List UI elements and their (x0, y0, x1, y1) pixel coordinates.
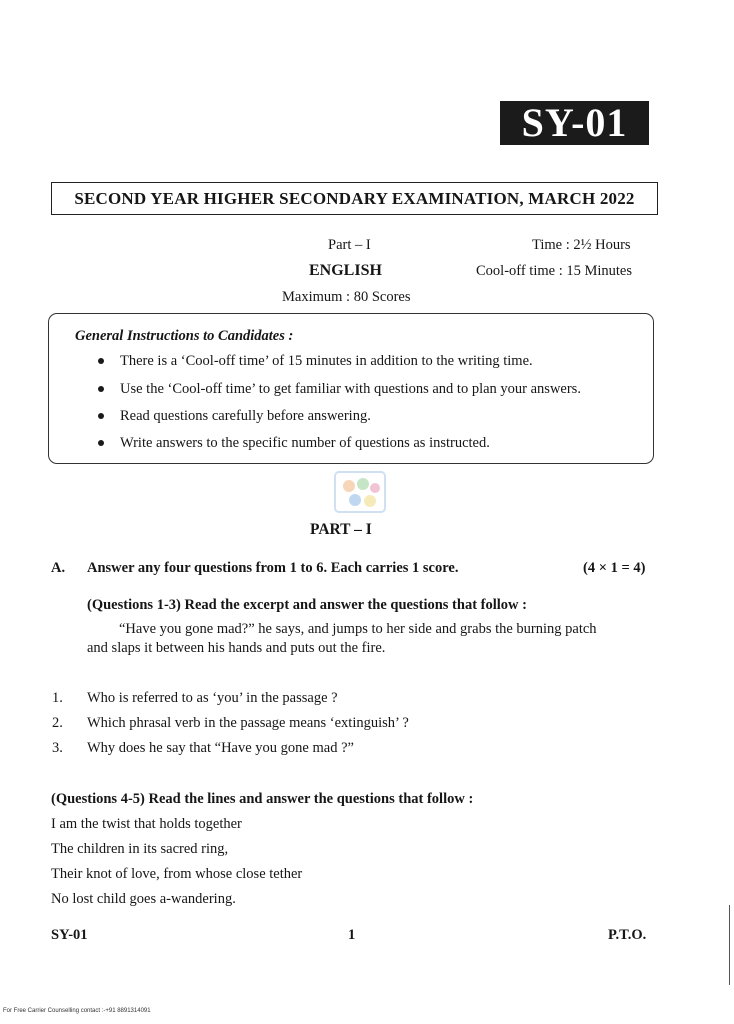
bullet-icon (98, 358, 104, 364)
instruction-item: Write answers to the specific number of questions as instructed. (120, 435, 490, 451)
question-number: 1. (52, 690, 63, 706)
excerpt-line: and slaps it between his hands and puts out the fire. (87, 640, 386, 656)
page-number: 1 (348, 927, 356, 943)
question-text: Who is referred to as ‘you’ in the passage ? (87, 690, 338, 706)
question-text: Which phrasal verb in the passage means ‘extinguish’ ? (87, 715, 409, 731)
pto-label: P.T.O. (608, 927, 647, 943)
question-text: Why does he say that “Have you gone mad ?” (87, 740, 354, 756)
poem-line: I am the twist that holds together (51, 816, 242, 832)
question-number: 2. (52, 715, 63, 731)
footer-paper-code: SY-01 (51, 927, 88, 943)
bullet-icon (98, 386, 104, 392)
instruction-item: Use the ‘Cool-off time’ to get familiar with questions and to plan your answers. (120, 381, 581, 397)
cool-off-time: Cool-off time : 15 Minutes (476, 263, 633, 279)
instruction-item: Read questions carefully before answering. (120, 408, 371, 424)
section-score: (4 × 1 = 4) (583, 560, 646, 576)
poem-line: Their knot of love, from whose close tether (51, 866, 303, 882)
excerpt-heading: (Questions 1-3) Read the excerpt and answer the questions that follow : (87, 597, 527, 613)
exam-title: SECOND YEAR HIGHER SECONDARY EXAMINATION, MARCH 2022 (51, 182, 658, 215)
question-number: 3. (52, 740, 63, 756)
part-heading: PART – I (310, 521, 372, 538)
maximum-score: Maximum : 80 Scores (282, 289, 411, 305)
bullet-icon (98, 413, 104, 419)
subject-title: ENGLISH (309, 262, 382, 279)
watermark-logo (333, 470, 389, 516)
section-instruction: Answer any four questions from 1 to 6. Each carries 1 score. (87, 560, 459, 576)
poem-line: The children in its sacred ring, (51, 841, 229, 857)
poem-heading: (Questions 4-5) Read the lines and answer the questions that follow : (51, 791, 474, 807)
instruction-item: There is a ‘Cool-off time’ of 15 minutes in addition to the writing time. (120, 353, 533, 369)
section-letter: A. (51, 560, 66, 576)
part-label: Part – I (328, 237, 371, 253)
excerpt-line: “Have you gone mad?” he says, and jumps to her side and grabs the burning patch (119, 621, 597, 637)
bullet-icon (98, 440, 104, 446)
scan-edge-line (729, 905, 730, 985)
poem-line: No lost child goes a-wandering. (51, 891, 236, 907)
contact-note: For Free Carrier Counselling contact :-+91 8891314091 (3, 1008, 151, 1014)
instructions-heading: General Instructions to Candidates : (75, 328, 294, 344)
time-allowed: Time : 2½ Hours (532, 237, 631, 253)
paper-code-badge: SY-01 (500, 101, 649, 145)
